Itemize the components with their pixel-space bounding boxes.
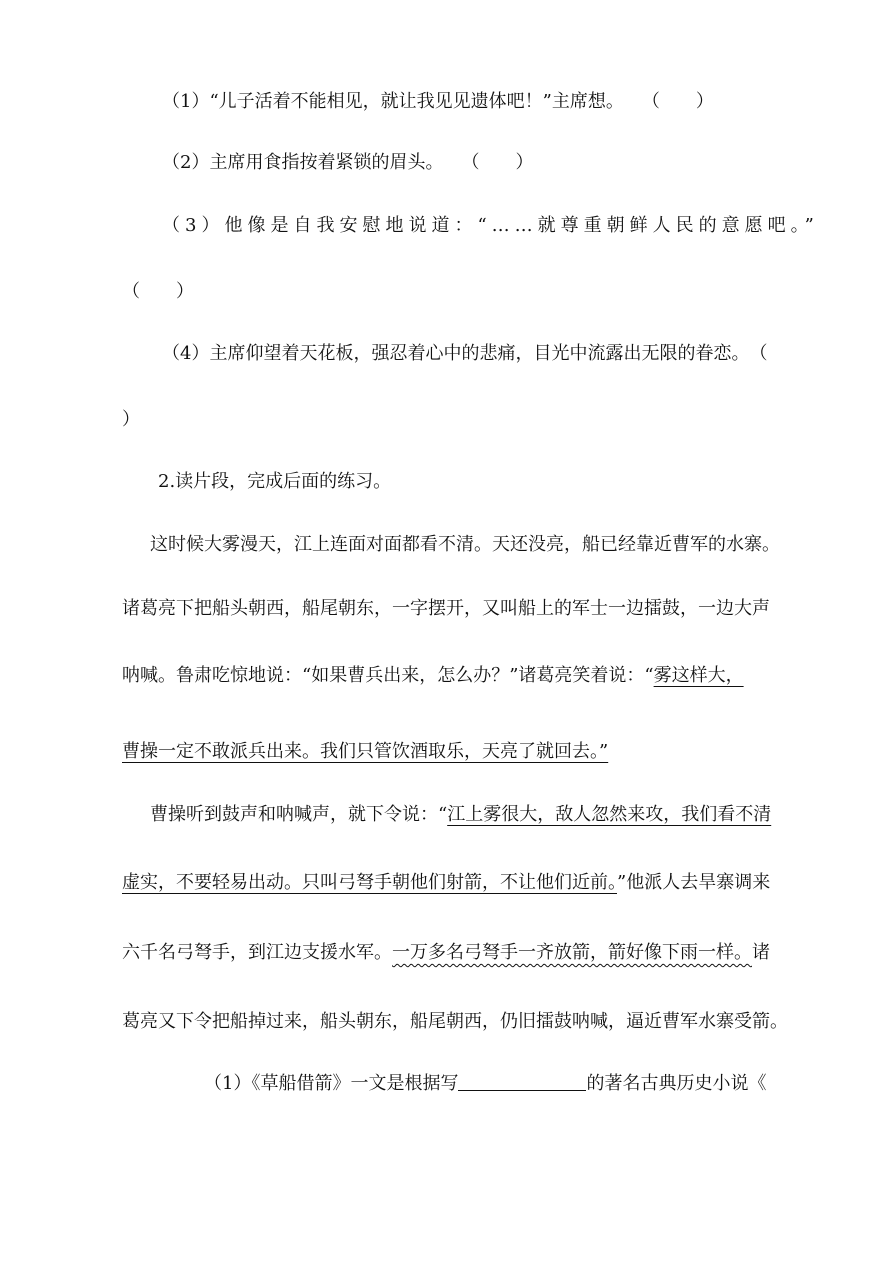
- q1-item-2: （2）主席用食指按着紧锁的眉头。 （ ）: [162, 152, 534, 173]
- passage-p1-line-2: 诸葛亮下把船头朝西，船尾朝东，一字摆开，又叫船上的军士一边擂鼓，一边大声: [122, 598, 770, 619]
- underlined-order-start: 江上雾很大，敌人忽然来攻，我们看不清: [447, 804, 772, 825]
- underlined-order-end: 虚实，不要轻易出动。只叫弓弩手朝他们射箭，不让他们近前。: [122, 872, 617, 893]
- question-1-text-after: 的著名古典历史小说《: [586, 1073, 767, 1094]
- passage-p2-line-3: [122, 941, 770, 965]
- passage-p2-line-2-text: ”他派人去旱寨调来: [617, 872, 771, 893]
- passage-p2-line-2: [122, 871, 770, 895]
- question-1-text-before: （1）《草船借箭》一文是根据写: [204, 1073, 459, 1094]
- passage-p1-line-3: [122, 664, 744, 688]
- passage-p2-line-3-end: 诸: [752, 942, 770, 963]
- question-1: [204, 1072, 766, 1096]
- answer-blank[interactable]: [458, 1072, 586, 1091]
- passage-p1-line-3-text: 呐喊。鲁肃吃惊地说：“如果曹兵出来，怎么办？”诸葛亮笑着说：“: [122, 665, 654, 686]
- passage-p2-line-1-text: 曹操听到鼓声和呐喊声，就下令说：“: [150, 804, 448, 825]
- q1-item-4-bracket: ）: [122, 409, 140, 430]
- q1-item-4: （4）主席仰望着天花板，强忍着心中的悲痛，目光中流露出无限的眷恋。 （: [162, 343, 768, 364]
- q1-item-3: （3）他像是自我安慰地说道：“……就尊重朝鲜人民的意愿吧。”: [162, 215, 819, 236]
- section-2-title: 2.读片段，完成后面的练习。: [158, 471, 392, 492]
- q1-item-1: （1）“儿子活着不能相见，就让我见见遗体吧！”主席想。 （ ）: [162, 91, 714, 112]
- passage-p1-line-1: 这时候大雾漫天，江上连面对面都看不清。天还没亮，船已经靠近曹军的水寨。: [150, 534, 780, 555]
- q1-item-3-bracket: （ ）: [122, 281, 194, 302]
- passage-p2-line-1: [150, 803, 771, 827]
- underlined-quote-end: 曹操一定不敢派兵出来。我们只管饮酒取乐，天亮了就回去。”: [122, 741, 609, 762]
- wavy-underlined-sentence: 一万多名弓弩手一齐放箭，箭好像下雨一样。: [392, 942, 752, 963]
- underlined-quote-start: 雾这样大，: [653, 665, 744, 686]
- passage-p2-line-4: 葛亮又下令把船掉过来，船头朝东，船尾朝西，仍旧擂鼓呐喊，逼近曹军水寨受箭。: [122, 1011, 788, 1032]
- passage-p2-line-3-text: 六千名弓弩手，到江边支援水军。: [122, 942, 392, 963]
